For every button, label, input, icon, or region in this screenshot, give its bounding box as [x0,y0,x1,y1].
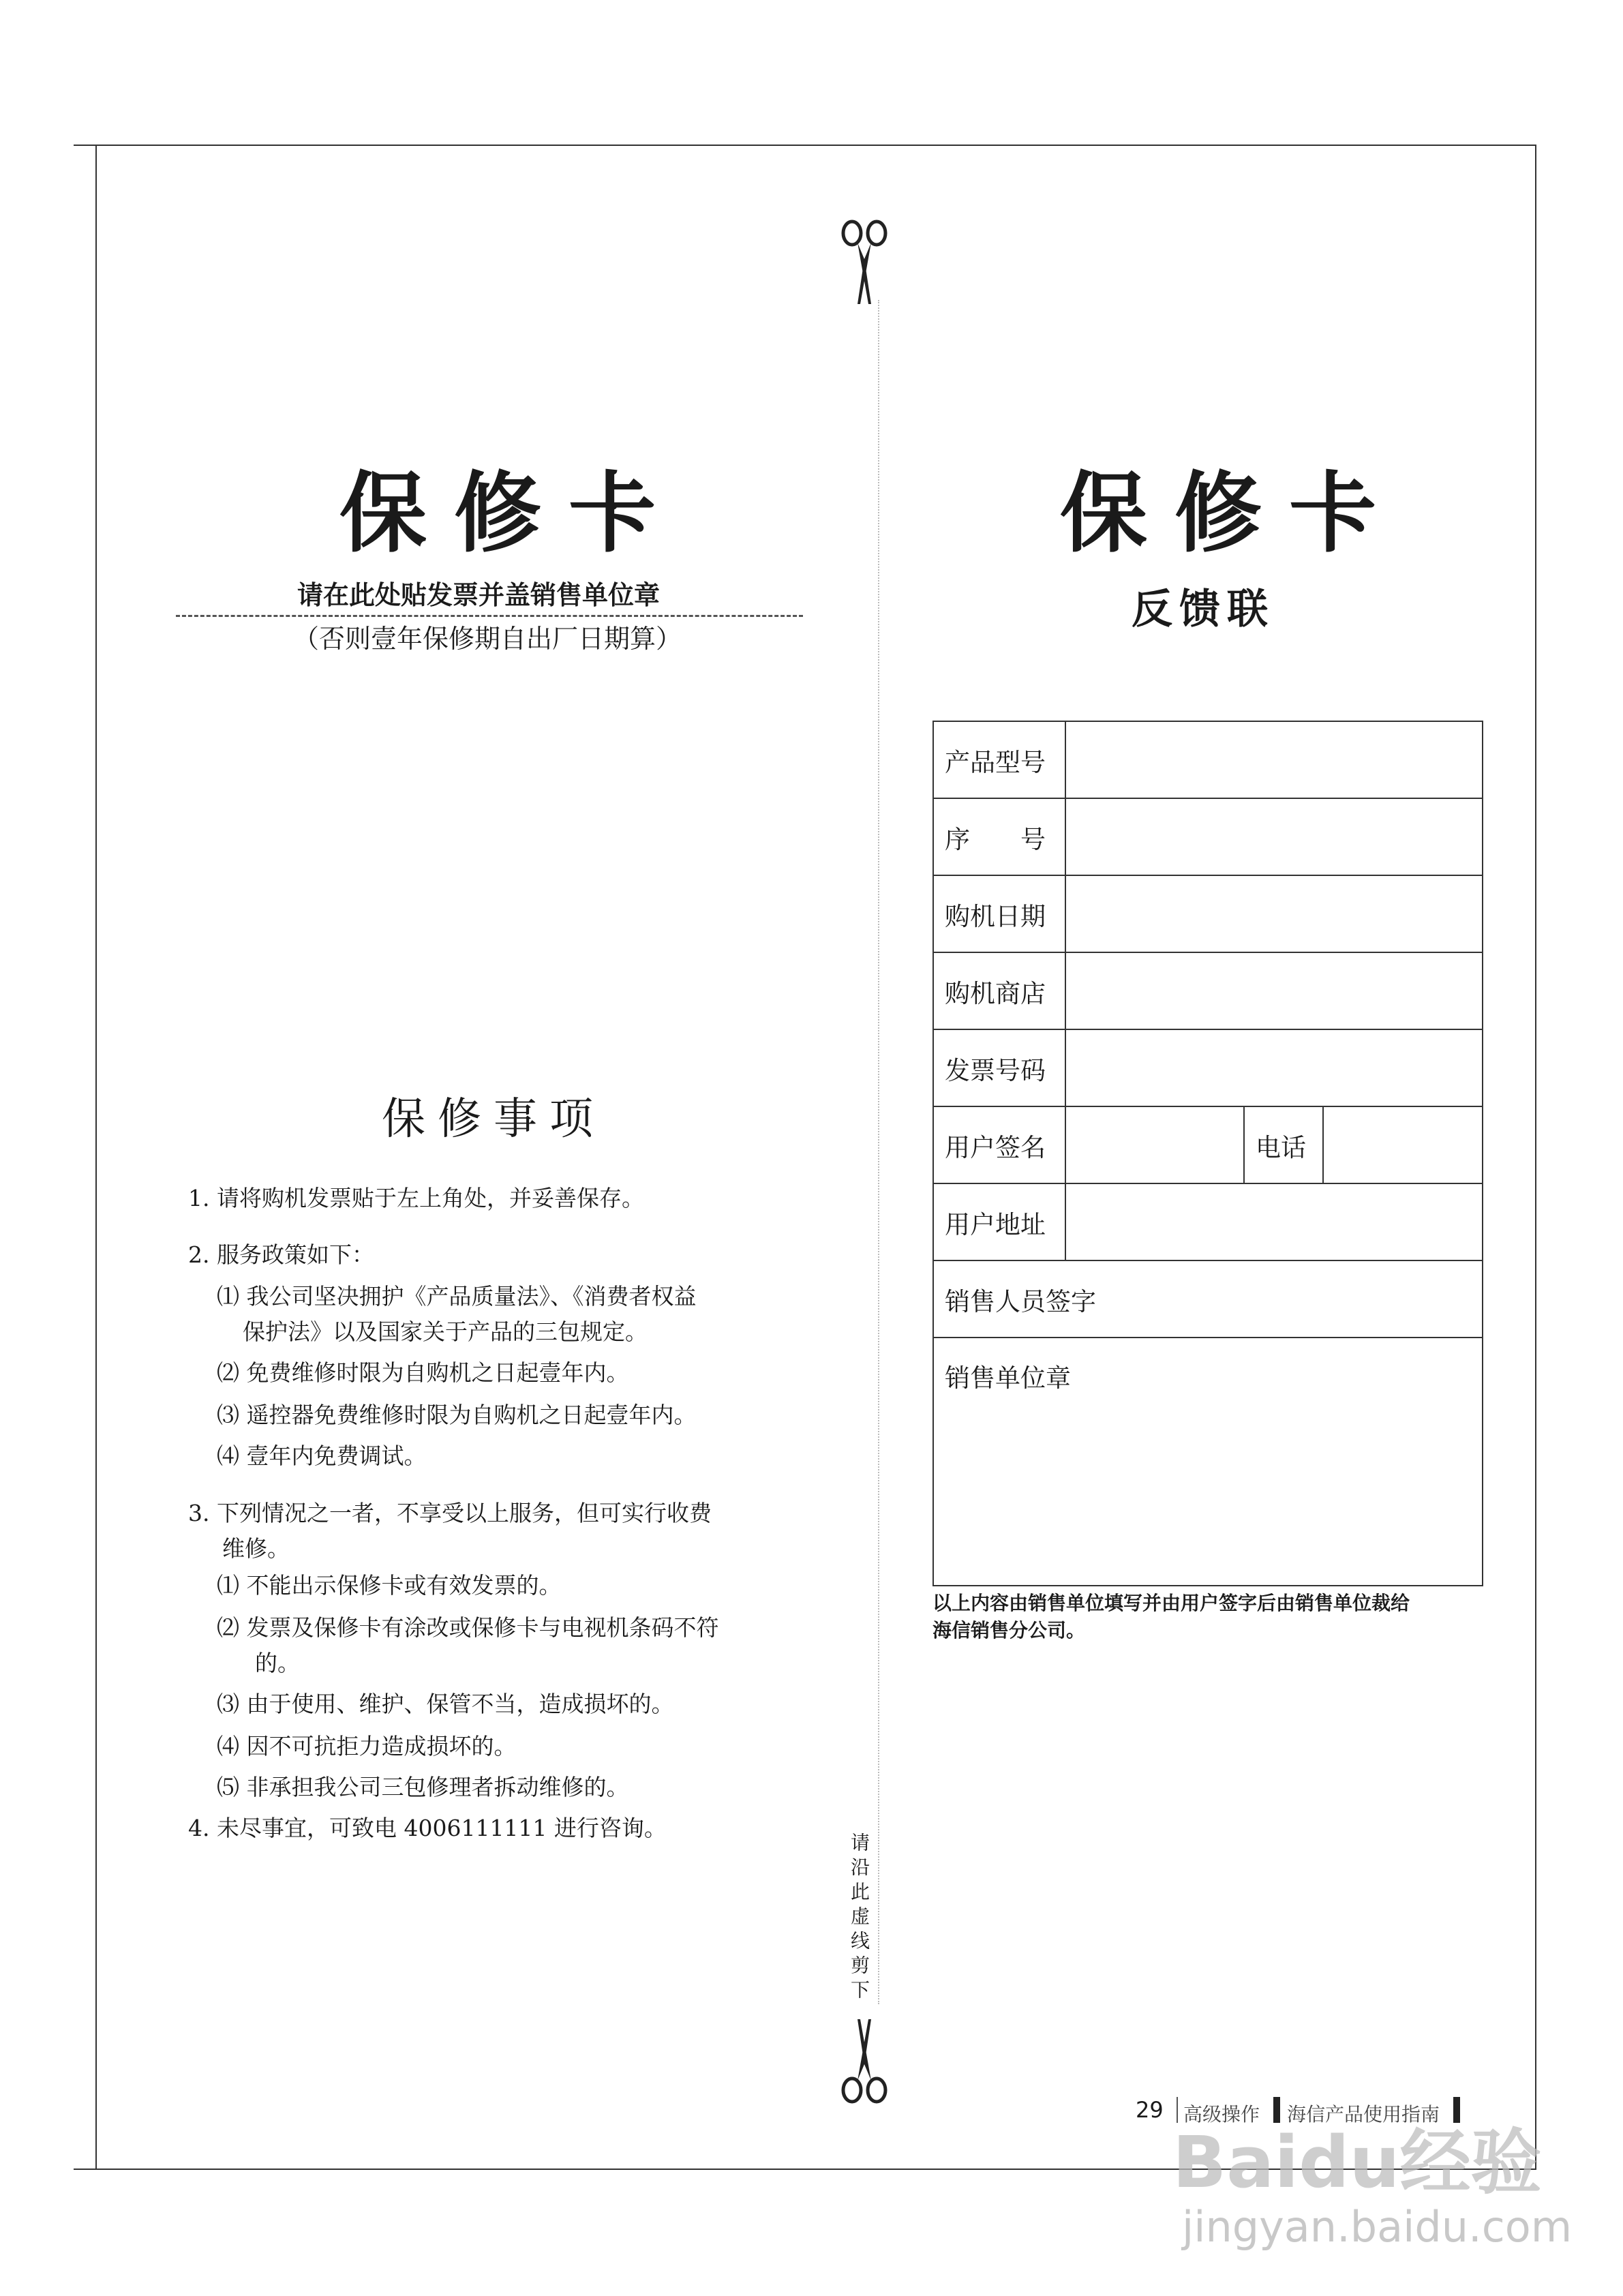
page-number: 29 [1136,2097,1164,2123]
invoice-number-field[interactable] [1065,1029,1483,1106]
user-address-label: 用户地址 [933,1183,1065,1260]
table-row [933,798,1483,875]
cut-line [878,300,879,2004]
purchase-date-field[interactable] [1065,875,1483,952]
list-item: ⑵ 免费维修时限为自购机之日起壹年内。 [217,1359,629,1386]
feedback-subtitle: 反馈联 [1132,586,1275,633]
warranty-card-title: 保修卡 [339,462,684,564]
list-item: ⑸ 非承担我公司三包修理者拆动维修的。 [217,1774,629,1800]
list-item: ⑴ 我公司坚决拥护《产品质量法》、《消费者权益 [217,1283,697,1310]
dashed-divider [176,615,803,617]
list-item: ⑶ 由于使用、维护、保管不当，造成损坏的。 [217,1691,674,1717]
scissors-icon [837,2016,892,2105]
list-item: 维修。 [222,1535,290,1562]
phone-field[interactable] [1323,1106,1483,1183]
list-item: 保护法》以及国家关于产品的三包规定。 [243,1318,648,1345]
list-item: 3. 下列情况之一者，不享受以上服务，但可实行收费 [188,1500,712,1526]
footer-guide: 海信产品使用指南 [1287,2103,1440,2126]
cut-instruction: 请沿此虚线剪下 [848,1832,870,2004]
serial-number-field[interactable] [1065,798,1483,875]
feedback-footnote-line1: 以上内容由销售单位填写并由用户签字后由销售单位裁给 [932,1592,1410,1614]
sales-signature-label: 销售人员签字 [933,1260,1483,1338]
frame-left-line [95,145,97,2170]
table-row [933,952,1483,1029]
warranty-period-note: （否则壹年保修期自出厂日期算） [293,624,682,654]
user-signature-field[interactable] [1065,1106,1244,1183]
table-row [933,1338,1483,1586]
table-row [933,1106,1483,1183]
frame-top-line [74,145,1536,146]
table-row [933,1260,1483,1338]
table-row [933,721,1483,798]
watermark-url: jingyan.baidu.com [1182,2202,1573,2252]
feedback-card-title: 保修卡 [1060,462,1404,564]
purchase-store-label: 购机商店 [933,952,1065,1029]
invoice-notice: 请在此处贴发票并盖销售单位章 [297,579,661,610]
watermark-brand: Baidu经验 [1172,2121,1542,2204]
invoice-number-label: 发票号码 [933,1029,1065,1106]
table-row [933,1029,1483,1106]
frame-right-line [1535,145,1536,2170]
list-item: 的。 [255,1650,300,1676]
list-item: ⑷ 因不可抗拒力造成损坏的。 [217,1733,517,1759]
list-item: 2. 服务政策如下： [188,1241,374,1268]
list-item: ⑴ 不能出示保修卡或有效发票的。 [217,1572,562,1599]
warranty-items-title: 保修事项 [382,1094,605,1145]
purchase-store-field[interactable] [1065,952,1483,1029]
serial-number-label: 序 号 [933,798,1065,875]
table-row [933,875,1483,952]
user-address-field[interactable] [1065,1183,1483,1260]
list-item: 1. 请将购机发票贴于左上角处，并妥善保存。 [188,1185,644,1211]
sales-seal-label: 销售单位章 [933,1338,1483,1586]
footer-section: 高级操作 [1183,2103,1260,2126]
list-item: 4. 未尽事宜，可致电 4006111111 进行咨询。 [188,1815,667,1841]
phone-label: 电话 [1244,1106,1323,1183]
scissors-icon [837,218,892,307]
feedback-footnote-line2: 海信销售分公司。 [932,1619,1086,1642]
purchase-date-label: 购机日期 [933,875,1065,952]
user-signature-label: 用户签名 [933,1106,1065,1183]
feedback-form-table [932,721,1483,1586]
table-row [933,1183,1483,1260]
product-model-field[interactable] [1065,721,1483,798]
list-item: ⑶ 遥控器免费维修时限为自购机之日起壹年内。 [217,1402,697,1428]
list-item: ⑵ 发票及保修卡有涂改或保修卡与电视机条码不符 [217,1614,719,1641]
product-model-label: 产品型号 [933,721,1065,798]
list-item: ⑷ 壹年内免费调试。 [217,1442,427,1469]
